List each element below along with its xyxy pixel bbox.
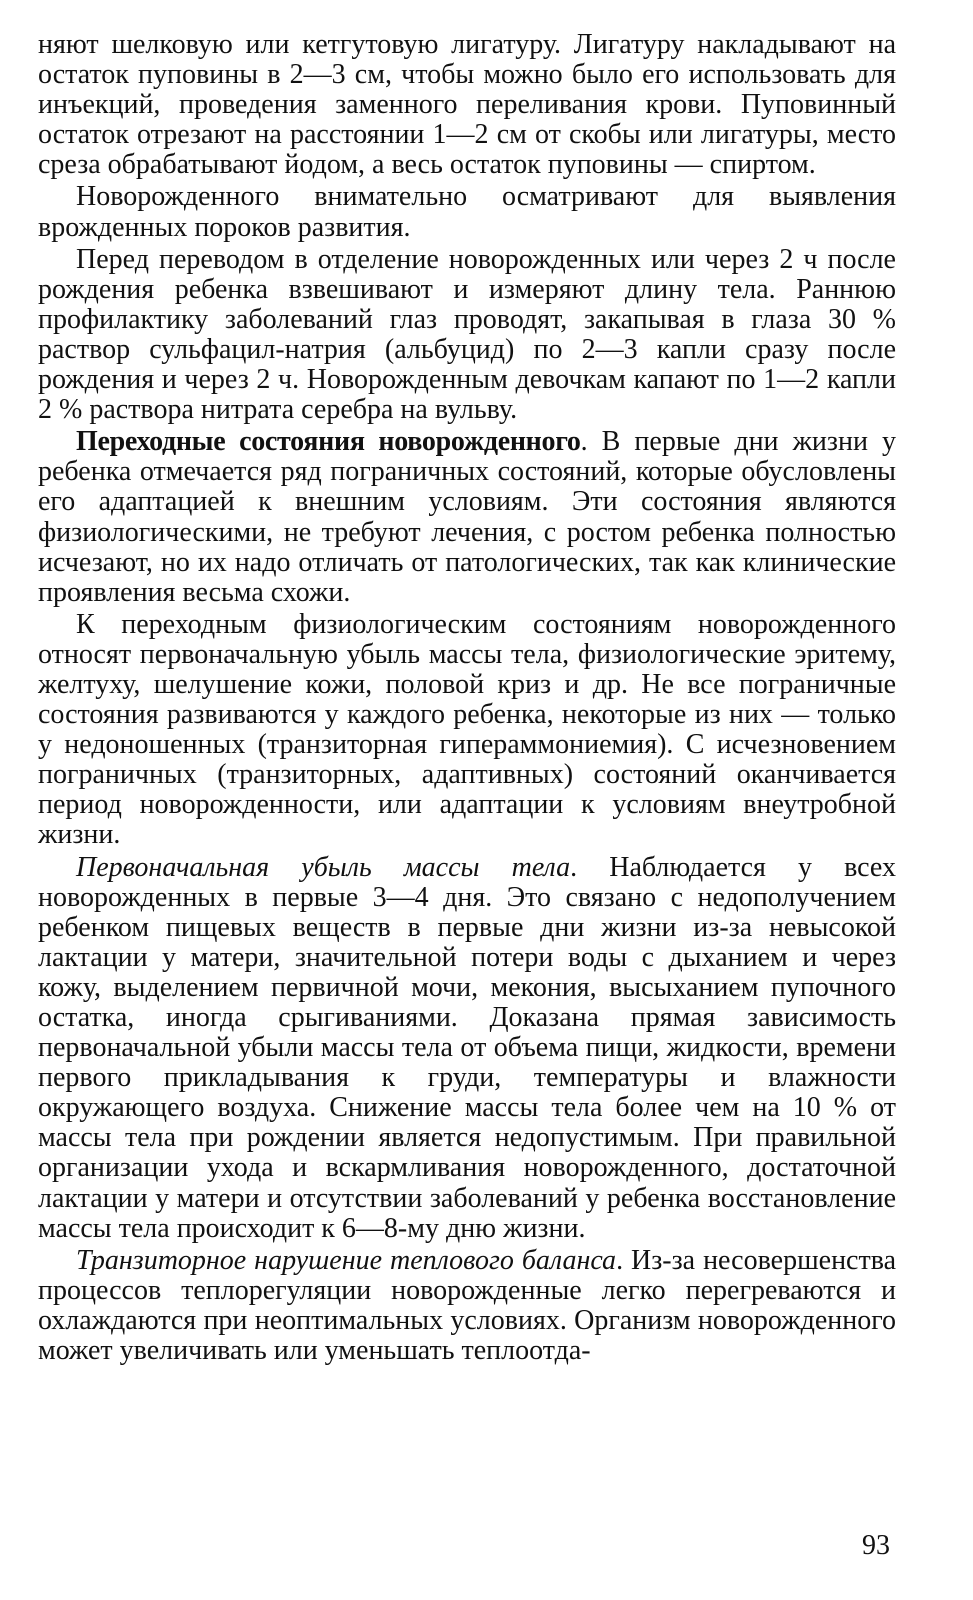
paragraph-umbilical-cord [38, 30, 896, 180]
subsection-heading: Транзиторное нарушение теплового баланса [76, 1244, 617, 1276]
paragraph-examination [38, 182, 896, 242]
paragraph-eye-prophylaxis [38, 245, 896, 426]
page-body [38, 30, 896, 1368]
paragraph-text: . Наблюдается у всех новорожденных в первые 3—4 дня. Это связано с недополучением ребенком пищевых веществ в первые дни жизни из-за невысокой лактации у матери, значительной потери воды с дыханием и через кожу, выделением первичной мочи, мекония, высыханием пупочного остатка, иногда срыгиваниями. Доказана прямая зависимость первоначальной убыли массы тела от объема пищи, жидкости, времени первого прикладывания к груди, температуры и влажности окружающего воздуха. Снижение массы тела более чем на 10 % от массы тела при рождении является недопустимым. При правильной организации ухода и вскармливания новорожденного, достаточной лактации у матери и отсутствии заболеваний у ребенка восстановление массы тела происходит к 6—8-му дню жизни. [38, 851, 896, 1244]
subsection-heading: Первоначальная убыль массы тела [76, 851, 571, 883]
paragraph-text: Перед переводом в отделение новорожденных или через 2 ч после рождения ребенка взвешивают и измеряют длину тела. Раннюю профилактику заболеваний глаз проводят, закапывая в глаза 30 % раствор сульфацил-натрия (альбуцид) по 2—3 капли сразу после рождения и через 2 ч. Новорожденным девочкам капают по 1—2 капли 2 % раствора нитрата серебра на вульву. [38, 243, 896, 426]
paragraph-text: . Из-за несовершенства процессов теплорегуляции новорожденные легко перегреваются и охлаждаются при неоптимальных условиях. Организм новорожденного может увеличивать или уменьшать теплоотда- [38, 1244, 896, 1367]
paragraph-text: Новорожденного внимательно осматривают для выявления врожденных пороков развития. [38, 181, 896, 243]
paragraph-heat-balance [38, 1246, 896, 1366]
page-number: 93 [862, 1530, 890, 1561]
paragraph-text: няют шелковую или кетгутовую лигатуру. Лигатуру накладывают на остаток пуповины в 2—3 см, чтобы можно было его использовать для инъекций, проведения заменного переливания крови. Пуповинный остаток отрезают на расстоянии 1—2 см от скобы или лигатуры, место среза обрабатывают йодом, а весь остаток пуповины — спиртом. [38, 29, 896, 181]
paragraph-weight-loss [38, 853, 896, 1244]
section-heading: Переходные состояния новорожденного [76, 426, 581, 458]
paragraph-physiological-states [38, 610, 896, 851]
paragraph-text: . В первые дни жизни у ребенка отмечается ряд пограничных состояний, которые обусловлены его адаптацией к внешним условиям. Эти состояния являются физиологическими, не требуют лечения, с ростом ребенка полностью исчезают, но их надо отличать от патологических, так как клинические проявления весьма схожи. [38, 426, 896, 608]
paragraph-text: К переходным физиологическим состояниям новорожденного относят первоначальную убыль массы тела, физиологические эритему, желтуху, шелушение кожи, половой криз и др. Не все пограничные состояния развиваются у каждого ребенка, некоторые из них — только у недоношенных (транзиторная гипераммониемия). С исчезновением пограничных (транзиторных, адаптивных) состояний оканчивается период новорожденности, или адаптации к условиям внеутробной жизни. [38, 608, 896, 851]
paragraph-transitional-states [38, 427, 896, 608]
